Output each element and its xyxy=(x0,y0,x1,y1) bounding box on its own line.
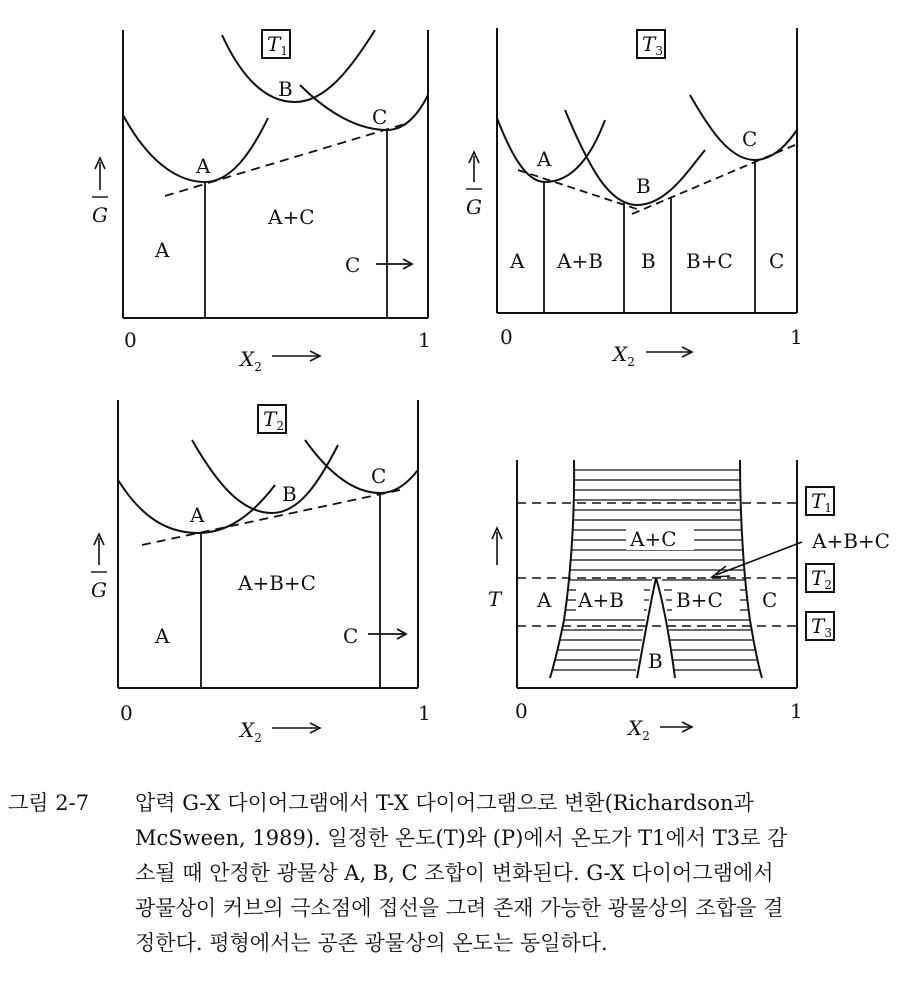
t3-field-bc: B+C xyxy=(686,249,733,273)
tx-x-min: 0 xyxy=(515,699,528,723)
t2-curve-b xyxy=(192,440,338,513)
caption-label: 그림 2-7 xyxy=(8,791,90,815)
t3-field-ab: A+B xyxy=(557,249,603,273)
t3-curve-label-b: B xyxy=(636,174,651,198)
t3-x-label: $X_2$ xyxy=(613,342,635,369)
t2-tangent-line xyxy=(142,490,400,545)
t1-curve-c xyxy=(300,85,428,130)
panel-t2 xyxy=(91,400,431,745)
caption-line: 광물상이 커브의 극소점에 접선을 그려 존재 가능한 광물상의 조합을 결 xyxy=(135,896,784,920)
t3-x-max: 1 xyxy=(790,325,803,349)
t2-temp-label: $T_2$ xyxy=(263,407,284,433)
t2-curve-label-b: B xyxy=(282,482,297,506)
tx-field-a: A xyxy=(537,588,552,612)
t3-tangent-bc xyxy=(632,145,795,214)
t1-field-a: A xyxy=(155,238,170,262)
tx-field-b: B xyxy=(648,649,663,673)
t2-x-min: 0 xyxy=(120,701,133,725)
tx-x-max: 1 xyxy=(790,699,803,723)
t1-curve-label-a: A xyxy=(196,154,211,178)
tx-field-ac: A+C xyxy=(630,527,677,551)
tx-boundary-right xyxy=(740,460,762,678)
caption-body xyxy=(135,786,911,961)
t1-curve-label-b: B xyxy=(278,77,293,101)
caption-line: 정한다. 평형에서는 공존 광물상의 온도는 동일하다. xyxy=(135,931,608,955)
t1-field-c: C xyxy=(345,253,361,277)
t1-x-label: $X_2$ xyxy=(240,347,262,374)
tx-field-bc: B+C xyxy=(676,588,723,612)
t2-curve-label-a: A xyxy=(190,503,205,527)
tx-t3-label: $T_3$ xyxy=(811,614,832,640)
tx-t-label: T xyxy=(488,587,502,611)
t3-field-b: B xyxy=(641,249,656,273)
panel-tx xyxy=(488,460,890,743)
tx-t1-label: $T_1$ xyxy=(811,489,832,515)
t3-tangent-ab xyxy=(518,170,640,210)
t2-field-abc: A+B+C xyxy=(238,571,316,595)
tx-field-c: C xyxy=(762,588,778,612)
t2-curve-c xyxy=(305,440,418,493)
t1-x-min: 0 xyxy=(124,328,137,352)
t2-field-a: A xyxy=(155,624,170,648)
t1-x-max: 1 xyxy=(418,328,431,352)
t1-g-label: G xyxy=(92,203,108,227)
t3-field-c: C xyxy=(769,249,785,273)
t3-field-a: A xyxy=(510,249,525,273)
t2-curve-label-c: C xyxy=(371,464,387,488)
tx-callout-label: A+B+C xyxy=(812,529,890,553)
caption-line: McSween, 1989). 일정한 온도(T)와 (P)에서 온도가 T1에서 T3로 감 xyxy=(135,826,788,850)
caption-line: 압력 G-X 다이어그램에서 T-X 다이어그램으로 변환(Richardson과 xyxy=(135,791,754,815)
t1-temp-label: $T_1$ xyxy=(267,32,288,58)
t2-x-label: $X_2$ xyxy=(240,718,262,745)
tx-field-ab: A+B xyxy=(578,588,624,612)
t3-curve-label-a: A xyxy=(537,147,552,171)
t1-curve-b xyxy=(222,30,375,102)
panel-t3 xyxy=(466,28,803,369)
tx-x-label: $X_2$ xyxy=(628,716,650,743)
t1-curve-label-c: C xyxy=(372,105,388,129)
caption-line: 소될 때 안정한 광물상 A, B, C 조합이 변화된다. G-X 다이어그램에서 xyxy=(135,861,774,885)
panel-t1 xyxy=(92,30,431,374)
tx-callout-arrow xyxy=(716,542,802,575)
tx-t2-label: $T_2$ xyxy=(811,566,832,592)
tx-boundary-left xyxy=(550,460,574,678)
t1-field-ac: A+C xyxy=(268,205,315,229)
t3-curve-label-c: C xyxy=(742,127,758,151)
t2-x-max: 1 xyxy=(418,701,431,725)
t3-x-min: 0 xyxy=(500,325,513,349)
t3-curve-b xyxy=(565,110,705,205)
t2-g-label: G xyxy=(91,578,107,602)
t3-g-label: G xyxy=(466,195,482,219)
t2-field-c: C xyxy=(343,624,359,648)
t3-temp-label: $T_3$ xyxy=(642,32,663,58)
